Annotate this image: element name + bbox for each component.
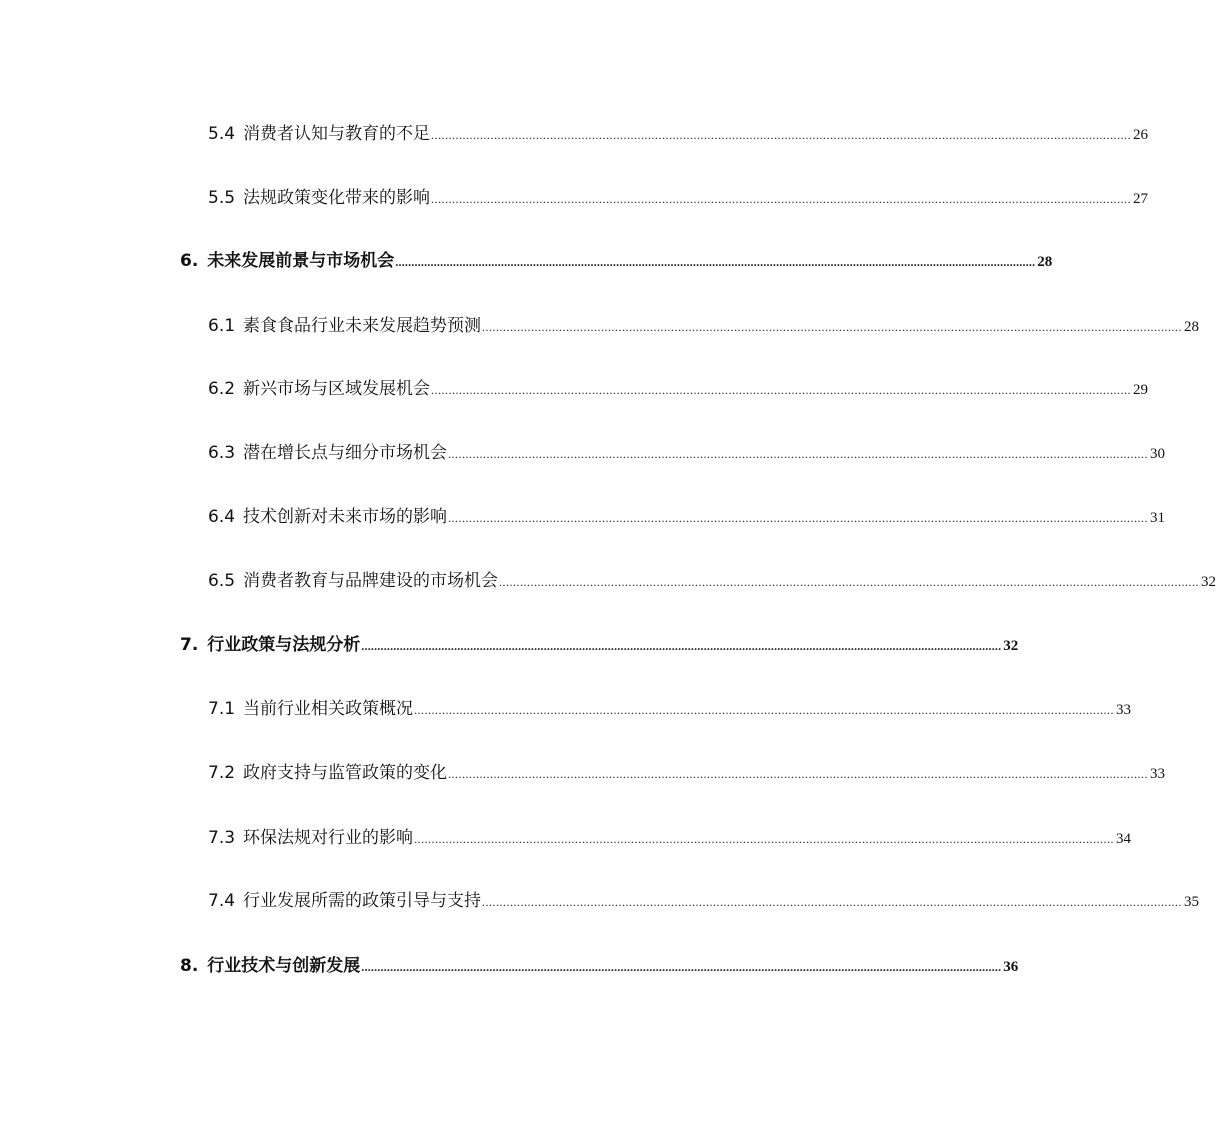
- toc-entry-page: 32: [1201, 574, 1216, 590]
- toc-entry-7-1[interactable]: [208, 694, 1132, 719]
- toc-entry-number: 6.3: [208, 443, 236, 463]
- toc-entry-number: 6.: [180, 251, 199, 271]
- toc-entry-7[interactable]: [180, 630, 1019, 655]
- toc-entry-number: 8.: [180, 956, 199, 976]
- toc-entry-number: 5.4: [208, 124, 236, 144]
- dot-leader: ........................................................................................................................................................................................................: [482, 895, 1183, 909]
- toc-entry-title: 政府支持与监管政策的变化: [243, 763, 448, 783]
- toc-entry-7-4[interactable]: [208, 886, 1200, 911]
- toc-entry-page: 32: [1003, 638, 1019, 654]
- toc-entry-page: 30: [1150, 446, 1166, 462]
- dot-leader: ........................................................................................................................................................................................................: [361, 960, 1002, 974]
- toc-entry-8[interactable]: [180, 951, 1019, 976]
- toc-entry-page: 31: [1150, 510, 1166, 526]
- toc-entry-page: 33: [1116, 702, 1132, 718]
- toc-entry-page: 34: [1116, 831, 1132, 847]
- toc-entry-title: 当前行业相关政策概况: [243, 699, 414, 719]
- toc-entry-number: 7.: [180, 635, 199, 655]
- toc-entry-6[interactable]: [180, 246, 1053, 271]
- toc-entry-title: 消费者教育与品牌建设的市场机会: [243, 571, 499, 591]
- toc-entry-5-4[interactable]: [208, 119, 1149, 144]
- toc-entry-6-3[interactable]: [208, 438, 1166, 463]
- dot-leader: ........................................................................................................................................................................................................: [431, 383, 1132, 397]
- toc-entry-6-2[interactable]: [208, 374, 1149, 399]
- toc-entry-5-5[interactable]: [208, 183, 1149, 208]
- toc-entry-title: 素食食品行业未来发展趋势预测: [243, 316, 482, 336]
- toc-entry-number: 6.5: [208, 571, 236, 591]
- dot-leader: ........................................................................................................................................................................................................: [448, 447, 1149, 461]
- toc-entry-title: 法规政策变化带来的影响: [243, 188, 431, 208]
- toc-entry-number: 6.2: [208, 379, 236, 399]
- toc-entry-title: 技术创新对未来市场的影响: [243, 507, 448, 527]
- toc-entry-page: 29: [1133, 382, 1149, 398]
- toc-entry-number: 7.2: [208, 763, 236, 783]
- toc-entry-title: 消费者认知与教育的不足: [243, 124, 431, 144]
- toc-entry-6-4[interactable]: [208, 502, 1166, 527]
- dot-leader: ........................................................................................................................................................................................................: [395, 255, 1036, 269]
- dot-leader: ........................................................................................................................................................................................................: [414, 832, 1115, 846]
- toc-entry-number: 7.3: [208, 828, 236, 848]
- toc-entry-page: 28: [1037, 254, 1053, 270]
- toc-entry-title: 未来发展前景与市场机会: [207, 251, 395, 271]
- dot-leader: ........................................................................................................................................................................................................: [431, 192, 1132, 206]
- toc-entry-title: 环保法规对行业的影响: [243, 828, 414, 848]
- dot-leader: ........................................................................................................................................................................................................: [361, 639, 1002, 653]
- toc-entry-page: 36: [1003, 959, 1019, 975]
- toc-entry-number: 7.4: [208, 891, 236, 911]
- toc-entry-title: 新兴市场与区域发展机会: [243, 379, 431, 399]
- toc-entry-page: 26: [1133, 127, 1149, 143]
- toc-entry-number: 5.5: [208, 188, 236, 208]
- toc-entry-page: 28: [1184, 319, 1200, 335]
- toc-entry-6-1[interactable]: [208, 311, 1200, 336]
- dot-leader: ........................................................................................................................................................................................................: [448, 767, 1149, 781]
- toc-entry-title: 行业政策与法规分析: [207, 635, 361, 655]
- toc-entry-6-5[interactable]: [208, 566, 1216, 591]
- toc-entry-title: 行业技术与创新发展: [207, 956, 361, 976]
- toc-entry-page: 35: [1184, 894, 1200, 910]
- toc-entry-number: 6.4: [208, 507, 236, 527]
- toc-entry-7-2[interactable]: [208, 758, 1166, 783]
- toc-entry-title: 行业发展所需的政策引导与支持: [243, 891, 482, 911]
- toc-entry-7-3[interactable]: [208, 823, 1132, 848]
- dot-leader: ........................................................................................................................................................................................................: [499, 575, 1200, 589]
- dot-leader: ........................................................................................................................................................................................................: [482, 320, 1183, 334]
- toc-entry-page: 27: [1133, 191, 1149, 207]
- toc-entry-number: 7.1: [208, 699, 236, 719]
- toc-entry-number: 6.1: [208, 316, 236, 336]
- toc-entry-page: 33: [1150, 766, 1166, 782]
- dot-leader: ........................................................................................................................................................................................................: [414, 703, 1115, 717]
- toc-entry-title: 潜在增长点与细分市场机会: [243, 443, 448, 463]
- dot-leader: ........................................................................................................................................................................................................: [431, 128, 1132, 142]
- dot-leader: ........................................................................................................................................................................................................: [448, 511, 1149, 525]
